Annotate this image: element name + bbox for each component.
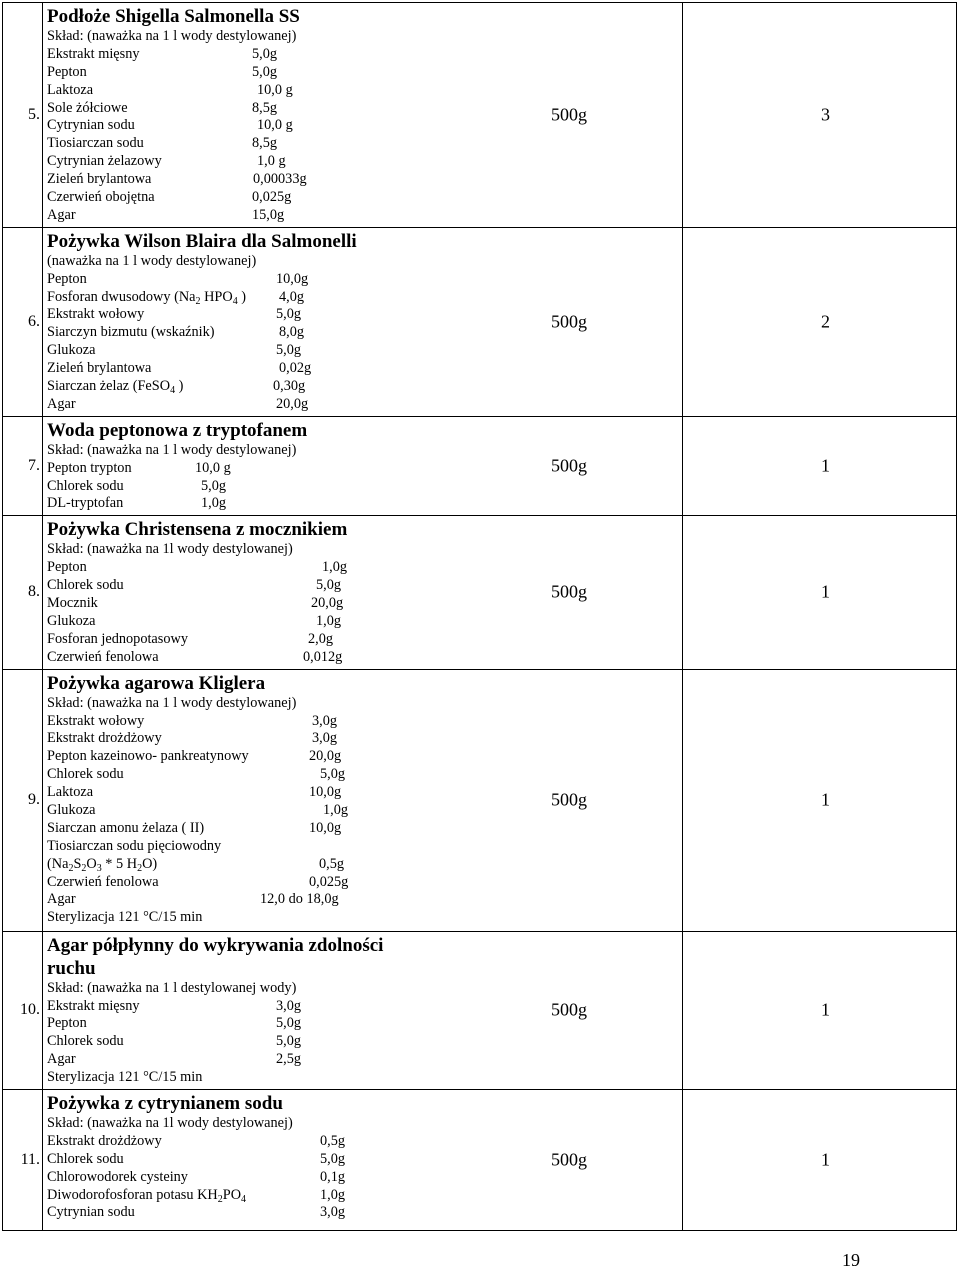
- ingredient-text: Ekstrakt wołowy: [47, 306, 145, 323]
- ingredient-value: 1,0g: [323, 801, 349, 818]
- ingredient-name: [47, 802, 95, 820]
- package-quantity: 500g: [551, 1149, 587, 1170]
- subscript: 4: [241, 1193, 247, 1205]
- ingredient-line: [47, 1069, 587, 1087]
- ingredient-text: (Na: [47, 855, 69, 872]
- table-row: [3, 416, 957, 516]
- package-count: 1: [821, 999, 830, 1020]
- package-count: 1: [821, 581, 830, 602]
- media-table-body: [3, 3, 957, 1231]
- ingredient-line: [47, 998, 587, 1016]
- ingredient-line: [47, 1015, 587, 1033]
- ingredient-value: 8,5g: [252, 99, 278, 116]
- ingredient-value: 1,0 g: [257, 153, 286, 170]
- ingredient-line: [47, 838, 587, 856]
- ingredient-text: Zieleń brylantowa: [47, 360, 152, 377]
- ingredient-text: Tiosiarczan sodu: [47, 135, 144, 152]
- ingredient-text: ): [237, 288, 247, 305]
- ingredient-name: [47, 207, 76, 225]
- ingredient-value: 1,0g: [201, 495, 227, 512]
- ingredient-value: 10,0g: [276, 270, 309, 287]
- ingredient-value: 15,0g: [252, 206, 285, 223]
- ingredient-name: [47, 613, 95, 631]
- ingredient-value: 3,0g: [312, 730, 338, 747]
- ingredient-name: [47, 891, 76, 909]
- ingredient-name: [47, 1015, 87, 1033]
- ingredient-line: [47, 748, 587, 766]
- ingredient-line: [47, 306, 587, 324]
- ingredient-value: 0,5g: [320, 1132, 346, 1149]
- ingredient-text: Pepton trypton: [47, 459, 132, 476]
- ingredient-name: [47, 135, 144, 153]
- composition-intro: (naważka na 1 l wody destylowanej): [47, 252, 257, 269]
- quantity-count-cell: [551, 516, 957, 669]
- ingredient-value: 1,0g: [316, 612, 342, 629]
- ingredient-value: 3,0g: [320, 1204, 346, 1221]
- ingredient-line: [47, 874, 587, 892]
- ingredient-text: Ekstrakt drożdżowy: [47, 1132, 162, 1149]
- ingredient-name: [47, 82, 93, 100]
- ingredient-text: Siarczan żelaz (FeSO: [47, 378, 171, 395]
- ingredient-name: [47, 1204, 135, 1222]
- ingredient-name: [47, 460, 132, 478]
- ingredient-line: [47, 46, 587, 64]
- ingredient-text: Ekstrakt mięsny: [47, 997, 140, 1014]
- ingredient-name: [47, 153, 162, 171]
- ingredient-text: Agar: [47, 1051, 76, 1068]
- ingredient-name: [47, 1151, 124, 1169]
- row-number: 7.: [3, 416, 43, 516]
- ingredient-line: [47, 802, 587, 820]
- ingredient-text: Pepton: [47, 63, 87, 80]
- ingredient-value: 0,025g: [252, 189, 292, 206]
- ingredient-value: 2,5g: [276, 1051, 302, 1068]
- ingredient-text: Chlorek sodu: [47, 1150, 124, 1167]
- ingredient-name: [47, 766, 124, 784]
- ingredient-line: [47, 117, 587, 135]
- ingredient-line: [47, 153, 587, 171]
- quantity-count-cell: [551, 931, 957, 1089]
- ingredient-text: Tiosiarczan sodu pięciowodny: [47, 837, 222, 854]
- ingredient-value: 0,00033g: [253, 171, 307, 188]
- ingredient-value: 10,0g: [309, 819, 342, 836]
- ingredient-name: [47, 713, 144, 731]
- ingredient-line: [47, 64, 587, 82]
- ingredient-text: Agar: [47, 206, 76, 223]
- media-table: [2, 2, 957, 1231]
- ingredient-line: [47, 1051, 587, 1069]
- ingredient-text: Ekstrakt drożdżowy: [47, 730, 162, 747]
- ingredient-line: [47, 649, 587, 667]
- ingredient-name: [47, 874, 159, 892]
- ingredient-text: Cytrynian sodu: [47, 1204, 135, 1221]
- ingredient-name: [47, 559, 87, 577]
- ingredient-value: 12,0 do 18,0g: [260, 891, 339, 908]
- composition-intro: Skład: (naważka na 1 l destylowanej wody): [47, 979, 297, 996]
- subscript: 2: [81, 862, 87, 874]
- ingredient-text: Glukoza: [47, 612, 96, 629]
- row-number: 11.: [3, 1089, 43, 1230]
- ingredient-text: Czerwień fenolowa: [47, 873, 159, 890]
- subscript: 4: [170, 385, 176, 397]
- package-count: 1: [821, 455, 830, 476]
- quantity-count-cell: [551, 227, 957, 416]
- ingredient-value: 0,5g: [319, 855, 345, 872]
- ingredient-name: [47, 342, 95, 360]
- ingredient-name: [47, 631, 188, 649]
- ingredient-name: [47, 649, 159, 667]
- ingredient-name: [47, 46, 140, 64]
- row-number: 5.: [3, 3, 43, 228]
- package-quantity: 500g: [551, 104, 587, 125]
- ingredient-line: [47, 856, 587, 874]
- ingredient-value: 3,0g: [276, 997, 302, 1014]
- ingredient-text: Agar: [47, 891, 76, 908]
- ingredient-name: [47, 64, 87, 82]
- quantity-count-cell: [551, 669, 957, 931]
- ingredient-text: Pepton: [47, 270, 87, 287]
- ingredient-value: 20,0g: [276, 395, 309, 412]
- ingredient-name: [47, 909, 202, 927]
- ingredient-text: Laktoza: [47, 784, 94, 801]
- ingredient-line: [47, 1151, 587, 1169]
- ingredient-value: 10,0 g: [257, 81, 293, 98]
- ingredient-text: Sterylizacja 121 °C/15 min: [47, 1069, 203, 1086]
- quantity-count-cell: [551, 1089, 957, 1230]
- ingredient-value: 10,0 g: [195, 459, 231, 476]
- ingredient-value: 20,0g: [309, 748, 342, 765]
- ingredient-line: [47, 631, 587, 649]
- ingredient-name: [47, 324, 215, 342]
- ingredient-text: Cytrynian żelazowy: [47, 153, 162, 170]
- ingredient-text: Pepton: [47, 1015, 87, 1032]
- package-quantity: 500g: [551, 581, 587, 602]
- ingredient-value: 5,0g: [252, 45, 278, 62]
- ingredient-name: [47, 189, 155, 207]
- ingredient-line: [47, 909, 587, 927]
- ingredient-name: [47, 1051, 76, 1069]
- ingredient-value: 0,012g: [303, 648, 343, 665]
- ingredient-text: Glukoza: [47, 342, 96, 359]
- ingredient-name: [47, 117, 135, 135]
- ingredient-name: [47, 1133, 162, 1151]
- ingredient-text: Chlorek sodu: [47, 577, 124, 594]
- row-number: 8.: [3, 516, 43, 669]
- ingredient-value: 5,0g: [276, 1015, 302, 1032]
- ingredient-text: * 5 H: [101, 855, 138, 872]
- ingredient-line: [47, 766, 587, 784]
- ingredient-line: [47, 396, 587, 414]
- ingredient-line: [47, 1033, 587, 1051]
- ingredient-value: 0,02g: [279, 360, 312, 377]
- ingredient-line: [47, 135, 587, 153]
- ingredient-value: 5,0g: [276, 1033, 302, 1050]
- ingredient-line: [47, 559, 587, 577]
- ingredient-line: [47, 577, 587, 595]
- ingredient-value: 5,0g: [276, 306, 302, 323]
- quantity-count-cell: [551, 3, 957, 228]
- medium-title: Pożywka Wilson Blaira dla Salmonelli: [47, 230, 357, 252]
- ingredient-text: Ekstrakt mięsny: [47, 45, 140, 62]
- medium-title: Pożywka z cytrynianem sodu: [47, 1092, 283, 1114]
- ingredient-name: [47, 998, 140, 1016]
- composition-intro: Skład: (naważka na 1 l wody destylowanej): [47, 28, 297, 44]
- medium-title: Pożywka Christensena z mocznikiem: [47, 519, 348, 541]
- ingredient-line: [47, 360, 587, 378]
- ingredient-line: [47, 1133, 587, 1151]
- ingredient-line: [47, 820, 587, 838]
- package-quantity: 500g: [551, 311, 587, 332]
- ingredient-text: Cytrynian sodu: [47, 117, 135, 134]
- table-row: [3, 3, 957, 228]
- ingredient-line: [47, 730, 587, 748]
- ingredient-value: 5,0g: [320, 1150, 346, 1167]
- ingredient-name: [47, 171, 151, 189]
- table-row: [3, 669, 957, 931]
- package-count: 1: [821, 789, 830, 810]
- ingredient-text: O: [86, 855, 97, 872]
- ingredient-text: S: [73, 855, 82, 872]
- ingredient-value: 20,0g: [311, 595, 344, 612]
- ingredient-text: PO: [222, 1186, 242, 1203]
- ingredient-text: Czerwień obojętna: [47, 189, 155, 206]
- ingredient-name: [47, 271, 87, 289]
- ingredient-name: [47, 1033, 124, 1051]
- subscript: 3: [96, 862, 102, 874]
- ingredient-text: Pepton: [47, 559, 87, 576]
- ingredient-text: Fosforan dwusodowy (Na: [47, 288, 196, 305]
- ingredient-value: 0,025g: [309, 873, 349, 890]
- composition-intro: Skład: (naważka na 1 l wody destylowanej): [47, 694, 297, 711]
- ingredient-line: [47, 1169, 587, 1187]
- ingredient-line: [47, 784, 587, 802]
- ingredient-text: DL-tryptofan: [47, 495, 124, 512]
- subscript: 2: [137, 862, 143, 874]
- medium-title: Agar półpłynny do wykrywania zdolności ruchu: [47, 934, 384, 979]
- ingredient-line: [47, 613, 587, 631]
- ingredient-value: 1,0g: [322, 559, 348, 576]
- table-row: [3, 931, 957, 1089]
- ingredient-value: 4,0g: [279, 288, 305, 305]
- ingredient-text: O): [142, 855, 158, 872]
- ingredient-line: [47, 342, 587, 360]
- ingredient-name: [47, 595, 98, 613]
- subscript: 4: [232, 295, 238, 307]
- ingredient-text: Siarczan amonu żelaza ( II): [47, 819, 205, 836]
- ingredient-name: [47, 360, 151, 378]
- row-number: 9.: [3, 669, 43, 931]
- ingredient-line: [47, 891, 587, 909]
- ingredient-value: 5,0g: [201, 477, 227, 494]
- ingredient-text: Chlorowodorek cysteiny: [47, 1168, 188, 1185]
- table-row: [3, 1089, 957, 1230]
- subscript: 2: [68, 862, 74, 874]
- package-quantity: 500g: [551, 455, 587, 476]
- ingredient-value: 10,0g: [309, 784, 342, 801]
- ingredient-line: [47, 713, 587, 731]
- composition-intro: Skład: (naważka na 1l wody destylowanej): [47, 541, 293, 558]
- medium-title: Woda peptonowa z tryptofanem: [47, 419, 308, 441]
- ingredient-line: [47, 207, 587, 225]
- ingredient-text: Glukoza: [47, 801, 96, 818]
- ingredient-value: 2,0g: [308, 630, 334, 647]
- ingredient-text: Sterylizacja 121 °C/15 min: [47, 909, 203, 926]
- ingredient-line: [47, 289, 587, 307]
- ingredient-line: [47, 271, 587, 289]
- composition-intro: Skład: (naważka na 1 l wody destylowanej): [47, 441, 297, 458]
- ingredient-name: [47, 577, 124, 595]
- ingredient-value: 3,0g: [312, 712, 338, 729]
- ingredient-value: 1,0g: [320, 1186, 346, 1203]
- ingredient-value: 10,0 g: [257, 117, 293, 134]
- quantity-count-cell: [551, 416, 957, 516]
- ingredient-name: [47, 784, 93, 802]
- ingredient-name: [47, 495, 123, 513]
- ingredient-text: Chlorek sodu: [47, 1033, 124, 1050]
- ingredient-text: Chlorek sodu: [47, 477, 124, 494]
- subscript: 2: [195, 295, 201, 307]
- ingredient-line: [47, 1204, 587, 1222]
- ingredient-value: 8,5g: [252, 135, 278, 152]
- ingredient-name: [47, 306, 144, 324]
- page-number: 19: [842, 1250, 860, 1270]
- row-number: 6.: [3, 227, 43, 416]
- package-quantity: 500g: [551, 999, 587, 1020]
- row-number: 10.: [3, 931, 43, 1089]
- ingredient-line: [47, 82, 587, 100]
- ingredient-line: [47, 324, 587, 342]
- ingredient-name: [47, 1169, 188, 1187]
- ingredient-text: Ekstrakt wołowy: [47, 712, 145, 729]
- ingredient-text: ): [175, 378, 184, 395]
- medium-title: Pożywka agarowa Kliglera: [47, 672, 266, 694]
- table-row: [3, 227, 957, 416]
- ingredient-text: Fosforan jednopotasowy: [47, 630, 188, 647]
- ingredient-name: [47, 730, 162, 748]
- ingredient-line: [47, 595, 587, 613]
- medium-title: Podłoże Shigella Salmonella SS: [47, 6, 300, 27]
- ingredient-name: [47, 820, 204, 838]
- package-count: 1: [821, 1149, 830, 1170]
- ingredient-value: 5,0g: [316, 577, 342, 594]
- ingredient-line: [47, 478, 587, 496]
- ingredient-name: [47, 478, 124, 496]
- ingredient-text: Laktoza: [47, 81, 94, 98]
- ingredient-text: Siarczyn bizmutu (wskaźnik): [47, 324, 215, 341]
- composition-intro: Skład: (naważka na 1l wody destylowanej): [47, 1114, 293, 1131]
- ingredient-name: [47, 838, 221, 856]
- ingredient-text: Agar: [47, 395, 76, 412]
- ingredient-value: 5,0g: [252, 63, 278, 80]
- ingredient-name: [47, 396, 76, 414]
- ingredient-name: [47, 1069, 202, 1087]
- ingredient-line: [47, 495, 587, 513]
- package-quantity: 500g: [551, 789, 587, 810]
- ingredient-line: [47, 189, 587, 207]
- ingredient-line: [47, 460, 587, 478]
- ingredient-text: Mocznik: [47, 595, 98, 612]
- subscript: 2: [217, 1193, 223, 1205]
- package-count: 2: [821, 311, 830, 332]
- ingredient-text: HPO: [200, 288, 233, 305]
- ingredient-text: Diwodorofosforan potasu KH: [47, 1186, 218, 1203]
- package-count: 3: [821, 104, 830, 125]
- ingredient-line: [47, 171, 587, 189]
- table-row: [3, 516, 957, 669]
- ingredient-name: [47, 748, 249, 766]
- ingredient-text: Zieleń brylantowa: [47, 171, 152, 188]
- ingredient-line: [47, 378, 587, 396]
- ingredient-value: 8,0g: [279, 324, 305, 341]
- ingredient-value: 0,30g: [273, 378, 306, 395]
- ingredient-text: Sole żółciowe: [47, 99, 128, 116]
- ingredient-line: [47, 100, 587, 118]
- ingredient-line: [47, 1187, 587, 1205]
- ingredient-text: Pepton kazeinowo- pankreatynowy: [47, 748, 249, 765]
- ingredient-name: [47, 100, 128, 118]
- ingredient-value: 5,0g: [320, 766, 346, 783]
- ingredient-value: 5,0g: [276, 342, 302, 359]
- ingredient-text: Czerwień fenolowa: [47, 648, 159, 665]
- ingredient-text: Chlorek sodu: [47, 766, 124, 783]
- ingredient-value: 0,1g: [320, 1168, 346, 1185]
